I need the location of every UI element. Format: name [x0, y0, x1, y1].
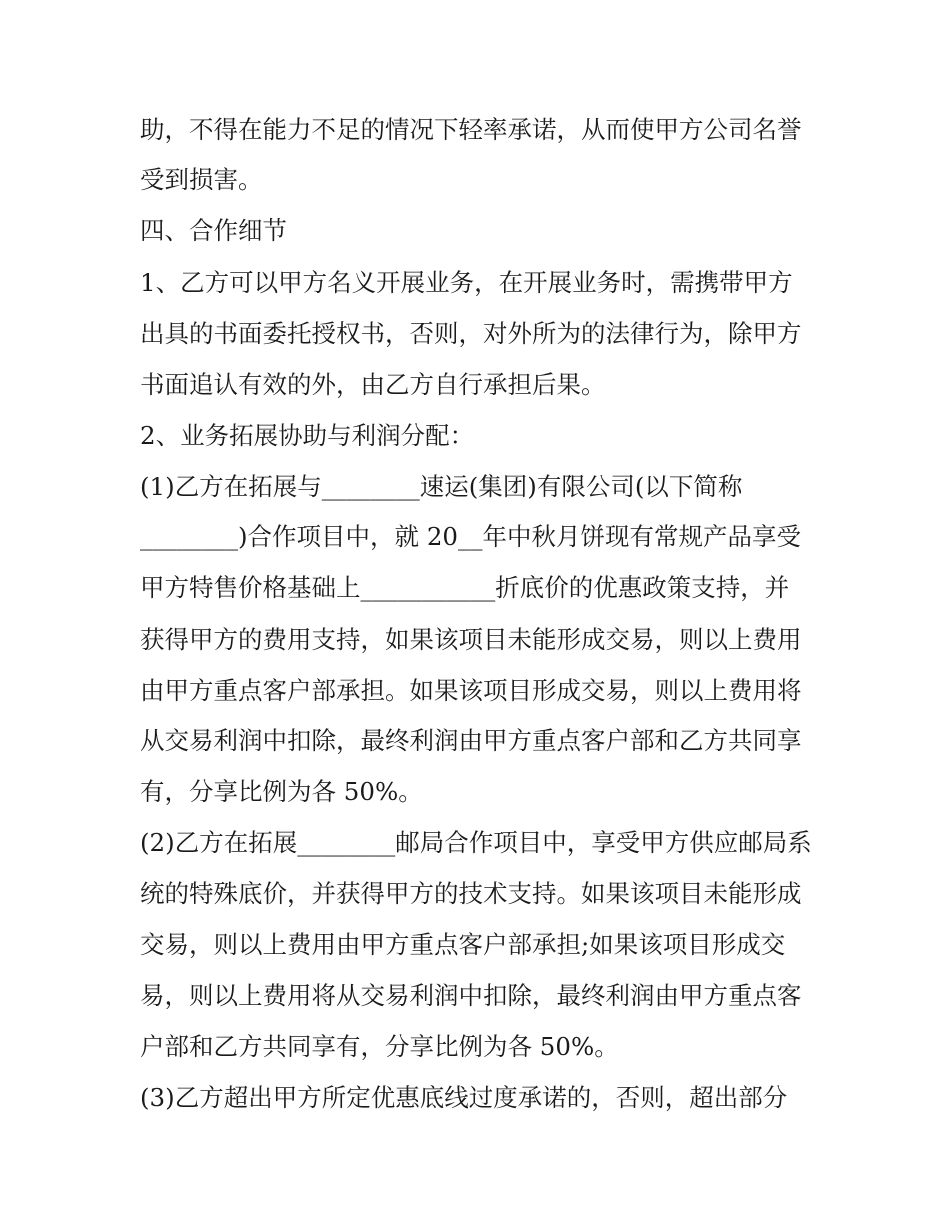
text-line-13: 从交易利润中扣除，最终利润由甲方重点客户部和乙方共同享	[140, 726, 802, 755]
text-line-1: 助，不得在能力不足的情况下轻率承诺，从而使甲方公司名誉	[140, 115, 802, 144]
text-line-10: 甲方特售价格基础上___________折底价的优惠政策支持，并	[140, 573, 790, 602]
text-line-5: 出具的书面委托授权书，否则，对外所为的法律行为，除甲方	[140, 319, 802, 348]
text-line-7: 2、业务拓展协助与利润分配：	[140, 421, 475, 450]
text-line-15: (2)乙方在拓展________邮局合作项目中，享受甲方供应邮局系	[140, 828, 812, 857]
section-heading: 四、合作细节	[140, 216, 287, 245]
text-line-2: 受到损害。	[140, 165, 263, 194]
text-line-9: ________)合作项目中，就 20__年中秋月饼现有常规产品享受	[140, 522, 802, 551]
text-line-12: 由甲方重点客户部承担。如果该项目形成交易，则以上费用将	[140, 676, 802, 705]
text-line-17: 交易，则以上费用由甲方重点客户部承担;如果该项目形成交	[140, 930, 786, 959]
text-line-14: 有，分享比例为各 50%。	[140, 777, 423, 806]
text-line-19: 户部和乙方共同享有，分享比例为各 50%。	[140, 1032, 619, 1061]
text-line-11: 获得甲方的费用支持，如果该项目未能形成交易，则以上费用	[140, 625, 802, 654]
text-line-4: 1、乙方可以甲方名义开展业务，在开展业务时，需携带甲方	[140, 268, 793, 297]
text-line-16: 统的特殊底价，并获得甲方的技术支持。如果该项目未能形成	[140, 879, 802, 908]
text-line-20: (3)乙方超出甲方所定优惠底线过度承诺的，否则，超出部分	[140, 1083, 788, 1112]
text-line-8: (1)乙方在拓展与________速运(集团)有限公司(以下简称	[140, 472, 743, 501]
text-line-18: 易，则以上费用将从交易利润中扣除，最终利润由甲方重点客	[140, 981, 802, 1010]
text-line-6: 书面追认有效的外，由乙方自行承担后果。	[140, 370, 606, 399]
